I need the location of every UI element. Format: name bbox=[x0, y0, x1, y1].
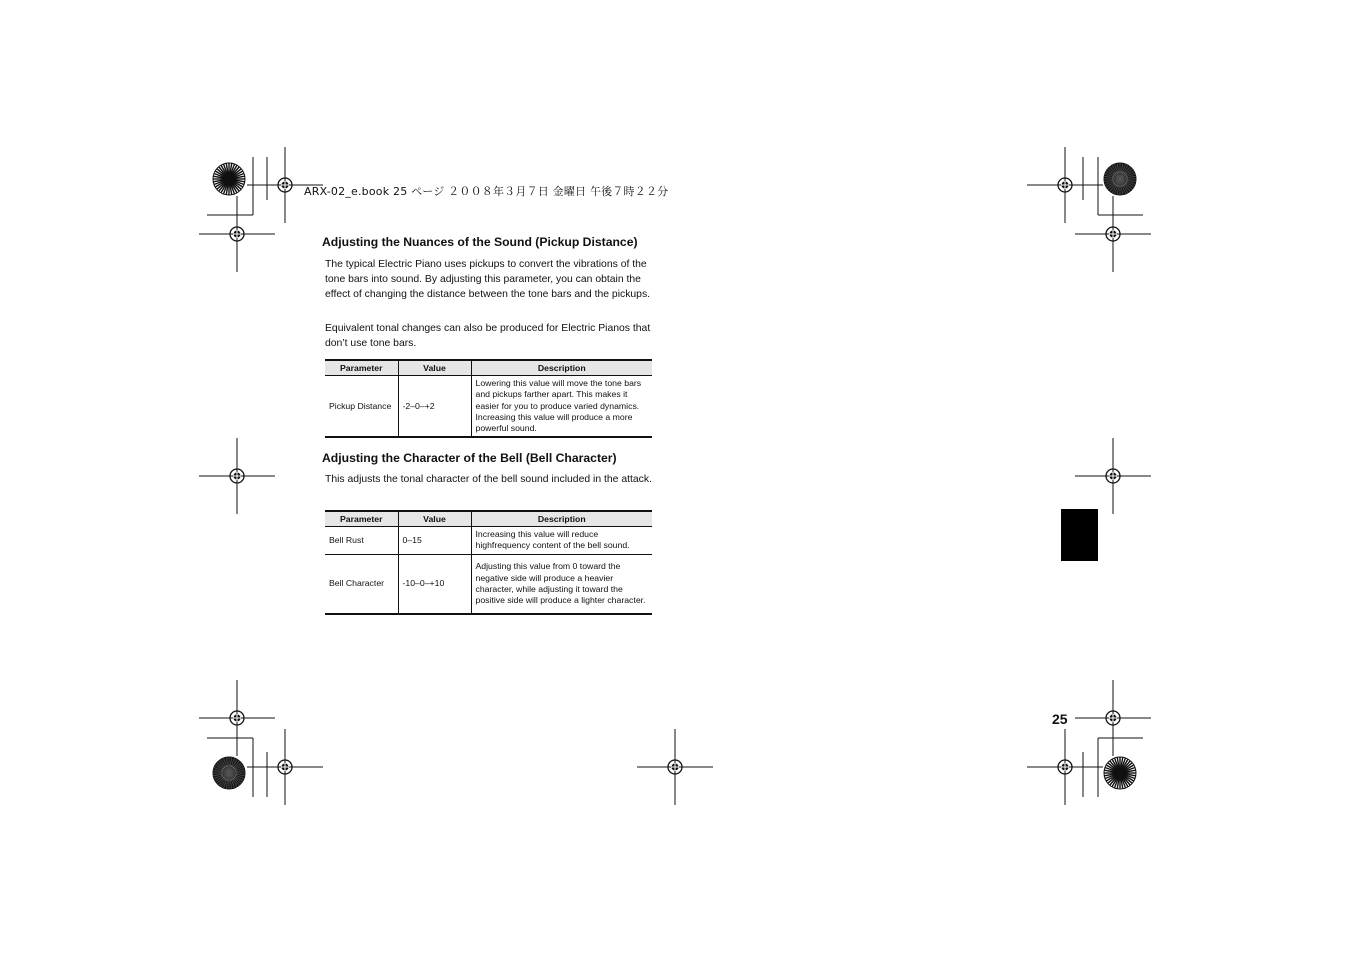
cell-value: -10–0–+10 bbox=[398, 554, 471, 614]
crosshair-icon bbox=[1075, 438, 1151, 514]
crosshair-icon bbox=[1027, 147, 1103, 223]
cell-value: -2–0–+2 bbox=[398, 376, 471, 438]
cell-value: 0–15 bbox=[398, 527, 471, 555]
column-header: Description bbox=[471, 511, 652, 527]
crosshair-icon bbox=[199, 438, 275, 514]
column-header: Parameter bbox=[325, 360, 398, 376]
crosshair-icon bbox=[199, 196, 275, 272]
table-header-row bbox=[325, 511, 652, 527]
page-header: ARX-02_e.book 25 ページ ２００８年３月７日 金曜日 午後７時２２分 bbox=[304, 185, 669, 198]
table-header-row bbox=[325, 360, 652, 376]
table-row bbox=[325, 527, 652, 555]
cell-parameter: Pickup Distance bbox=[325, 376, 398, 438]
column-header: Parameter bbox=[325, 511, 398, 527]
column-header: Description bbox=[471, 360, 652, 376]
starburst-target-icon bbox=[1104, 757, 1136, 789]
crosshair-icon bbox=[1075, 196, 1151, 272]
cell-description: Increasing this value will reduce highfrequency content of the bell sound. bbox=[471, 527, 652, 555]
chapter-tab bbox=[1061, 509, 1098, 561]
cell-description: Adjusting this value from 0 toward the negative side will produce a heavier character, while adjusting it toward the positive side will produce a lighter character. bbox=[471, 554, 652, 614]
table-row bbox=[325, 376, 652, 438]
crosshair-icon bbox=[637, 729, 713, 805]
crosshair-icon bbox=[1075, 680, 1151, 756]
starburst-target-icon bbox=[213, 757, 245, 789]
cell-description: Lowering this value will move the tone bars and pickups farther apart. This makes it easier for you to produce varied dynamics. Increasing this value will produce a more powerful sound. bbox=[471, 376, 652, 438]
crosshair-icon bbox=[1027, 729, 1103, 805]
pickup-distance-table bbox=[325, 359, 652, 438]
section-title-bell-character: Adjusting the Character of the Bell (Bell Character) bbox=[322, 451, 617, 465]
bell-character-table bbox=[325, 510, 652, 615]
paragraph-bell-intro: This adjusts the tonal character of the bell sound included in the attack. bbox=[325, 474, 652, 485]
paragraph-pickup-intro: The typical Electric Piano uses pickups to convert the vibrations of the tone bars into sound. By adjusting this parameter, you can obtain the effect of changing the distance between the tone bars and the pickups. bbox=[325, 259, 651, 300]
crosshair-icon bbox=[247, 729, 323, 805]
starburst-target-icon bbox=[1104, 163, 1136, 195]
section-title-pickup-distance: Adjusting the Nuances of the Sound (Pickup Distance) bbox=[322, 235, 638, 249]
table-row bbox=[325, 554, 652, 614]
cell-parameter: Bell Rust bbox=[325, 527, 398, 555]
column-header: Value bbox=[398, 360, 471, 376]
paragraph-pickup-note: Equivalent tonal changes can also be produced for Electric Pianos that don’t use tone bars. bbox=[325, 323, 651, 349]
crosshair-icon bbox=[199, 680, 275, 756]
page-number: 25 bbox=[1052, 711, 1068, 727]
starburst-target-icon bbox=[213, 163, 245, 195]
column-header: Value bbox=[398, 511, 471, 527]
cell-parameter: Bell Character bbox=[325, 554, 398, 614]
